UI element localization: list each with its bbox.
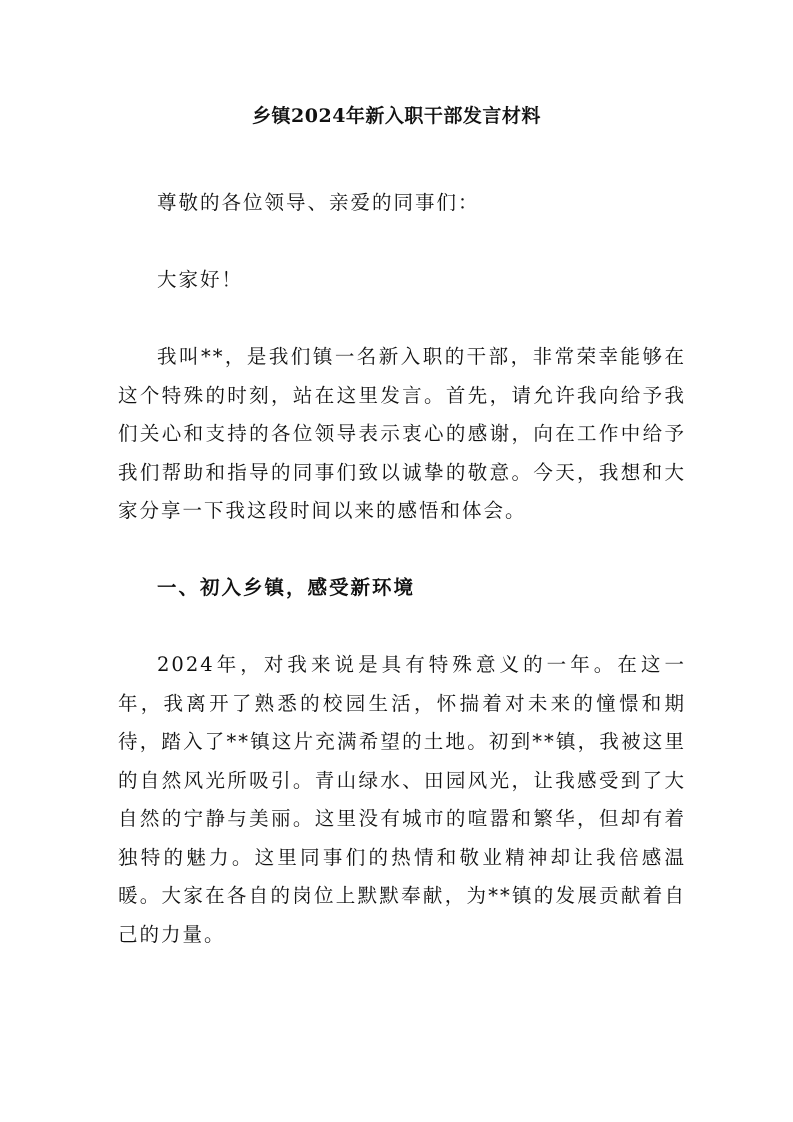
section-1-heading: 一、初入乡镇，感受新环境	[157, 576, 416, 599]
greeting-paragraph: 大家好！	[157, 268, 244, 291]
section-1-paragraph: 2024年，对我来说是具有特殊意义的一年。在这一年，我离开了熟悉的校园生活，怀揣着对未来的憧憬和期待，踏入了**镇这片充满希望的土地。初到**镇，我被这里的自然风光所吸引。青山绿水、田园风光，让我感受到了大自然的宁静与美丽。这里没有城市的喧嚣和繁华，但却有着独特的魅力。这里同事们的热情和敬业精神却让我倍感温暖。大家在各自的岗位上默默奉献，为**镇的发展贡献着自己的力量。	[118, 653, 686, 946]
document-body	[118, 184, 686, 954]
salutation-paragraph: 尊敬的各位领导、亲爱的同事们：	[157, 191, 480, 214]
document-title: 乡镇2024年新入职干部发言材料	[252, 105, 541, 127]
intro-paragraph: 我叫**，是我们镇一名新入职的干部，非常荣幸能够在这个特殊的时刻，站在这里发言。首先，请允许我向给予我们关心和支持的各位领导表示衷心的感谢，向在工作中给予我们帮助和指导的同事们致以诚挚的敬意。今天，我想和大家分享一下我这段时间以来的感悟和体会。	[118, 345, 686, 522]
